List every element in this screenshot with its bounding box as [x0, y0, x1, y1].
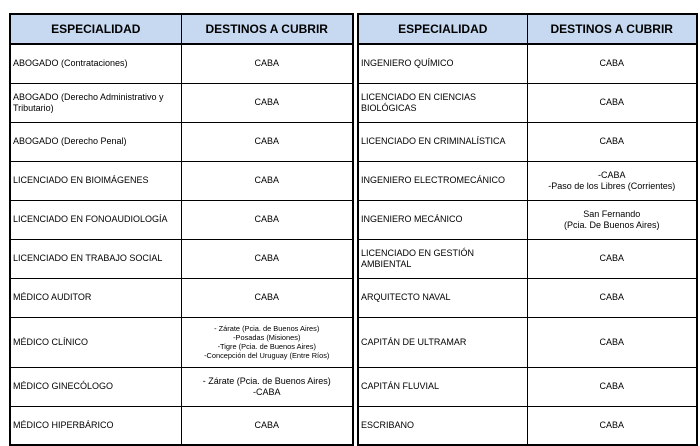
- destino-line: -Concepción del Uruguay (Entre Ríos): [204, 351, 330, 361]
- destino-line: CABA: [599, 253, 624, 263]
- table-row: [358, 406, 697, 445]
- table-row: [10, 200, 353, 239]
- destino-line: - Zárate (Pcia. de Buenos Aires): [202, 375, 331, 386]
- table-row: [10, 278, 353, 317]
- especialidad-cell: LICENCIADO EN TRABAJO SOCIAL: [10, 239, 181, 278]
- header-especialidad: ESPECIALIDAD: [358, 14, 527, 44]
- table-row: [358, 122, 697, 161]
- header-destinos: DESTINOS A CUBRIR: [181, 14, 353, 44]
- especialidad-cell: LICENCIADO EN FONOAUDIOLOGÍA: [10, 200, 181, 239]
- destino-line: CABA: [599, 336, 624, 347]
- table-row: [358, 278, 697, 317]
- destinos-cell: [181, 278, 353, 317]
- header-especialidad: ESPECIALIDAD: [10, 14, 181, 44]
- table-row: [358, 44, 697, 83]
- destinos-cell: [527, 278, 697, 317]
- table-row: [358, 161, 697, 200]
- table-header-row: [10, 14, 353, 44]
- especialidad-cell: ABOGADO (Contrataciones): [10, 44, 181, 83]
- destino-line: -Tigre (Pcia. de Buenos Aires): [217, 342, 316, 351]
- destinos-cell: [527, 44, 697, 83]
- destino-line: CABA: [599, 136, 624, 146]
- destinos-cell: [527, 122, 697, 161]
- destino-line: (Pcia. De Buenos Aires): [563, 219, 660, 230]
- especialidad-cell: LICENCIADO EN GESTIÓN AMBIENTAL: [358, 239, 527, 278]
- destinos-cell: [181, 122, 353, 161]
- destinos-cell: [181, 83, 353, 122]
- especialidad-cell: INGENIERO MECÁNICO: [358, 200, 527, 239]
- destino-line: CABA: [599, 292, 624, 302]
- destinos-cell: [181, 317, 353, 367]
- table-row: [10, 317, 353, 367]
- destino-line: CABA: [599, 381, 624, 391]
- destino-line: -Paso de los Libres (Corrientes): [548, 180, 676, 191]
- destinos-cell: [527, 406, 697, 445]
- table-row: [10, 122, 353, 161]
- destino-line: CABA: [599, 419, 624, 430]
- destino-line: -CABA: [597, 169, 626, 180]
- table-row: [10, 83, 353, 122]
- table-row: [10, 44, 353, 83]
- destinos-cell: [527, 161, 697, 200]
- table-right: [357, 13, 698, 446]
- table-row: [358, 239, 697, 278]
- especialidad-cell: LICENCIADO EN CRIMINALÍSTICA: [358, 122, 527, 161]
- especialidad-cell: MÉDICO CLÍNICO: [10, 317, 181, 367]
- destino-line: CABA: [599, 97, 624, 107]
- destino-line: -Posadas (Misiones): [233, 332, 301, 342]
- destinos-cell: [181, 239, 353, 278]
- destino-line: CABA: [254, 419, 279, 430]
- especialidad-cell: ESCRIBANO: [358, 406, 527, 445]
- especialidad-cell: CAPITÁN DE ULTRAMAR: [358, 317, 527, 367]
- destinos-cell: [181, 406, 353, 445]
- destino-line: CABA: [254, 97, 279, 107]
- table-row: [358, 83, 697, 122]
- especialidad-cell: MÉDICO AUDITOR: [10, 278, 181, 317]
- destino-line: CABA: [599, 58, 624, 69]
- destinos-cell: [527, 200, 697, 239]
- especialidad-cell: LICENCIADO EN CIENCIAS BIOLÓGICAS: [358, 83, 527, 122]
- especialidad-cell: INGENIERO QUÍMICO: [358, 44, 527, 83]
- especialidad-cell: MÉDICO GINECÓLOGO: [10, 367, 181, 406]
- especialidad-cell: INGENIERO ELECTROMECÁNICO: [358, 161, 527, 200]
- table-row: [358, 317, 697, 367]
- table-row: [10, 239, 353, 278]
- header-destinos: DESTINOS A CUBRIR: [527, 14, 697, 44]
- destino-line: CABA: [254, 136, 279, 146]
- destinos-cell: [181, 161, 353, 200]
- table-row: [358, 200, 697, 239]
- especialidad-cell: ABOGADO (Derecho Penal): [10, 122, 181, 161]
- especialidad-cell: CAPITÁN FLUVIAL: [358, 367, 527, 406]
- destino-line: CABA: [254, 253, 279, 263]
- destino-line: CABA: [254, 175, 279, 185]
- destino-line: San Fernando: [583, 208, 641, 219]
- destino-line: - Zárate (Pcia. de Buenos Aires): [214, 323, 320, 333]
- destino-line: CABA: [254, 214, 279, 224]
- table-header-row: [358, 14, 697, 44]
- destinos-cell: [527, 239, 697, 278]
- table-row: [10, 406, 353, 445]
- table-row: [358, 367, 697, 406]
- destino-line: CABA: [254, 58, 279, 69]
- destinos-cell: [527, 367, 697, 406]
- destinos-cell: [181, 44, 353, 83]
- especialidad-cell: ABOGADO (Derecho Administrativo y Tributario): [10, 83, 181, 122]
- destino-line: -CABA: [252, 386, 281, 397]
- destinos-cell: [527, 317, 697, 367]
- destinos-cell: [181, 200, 353, 239]
- destino-line: CABA: [254, 292, 279, 302]
- destinos-cell: [527, 83, 697, 122]
- table-row: [10, 367, 353, 406]
- especialidad-cell: ARQUITECTO NAVAL: [358, 278, 527, 317]
- table-row: [10, 161, 353, 200]
- table-left: [9, 13, 354, 446]
- especialidad-cell: MÉDICO HIPERBÁRICO: [10, 406, 181, 445]
- destinos-cell: [181, 367, 353, 406]
- especialidad-cell: LICENCIADO EN BIOIMÁGENES: [10, 161, 181, 200]
